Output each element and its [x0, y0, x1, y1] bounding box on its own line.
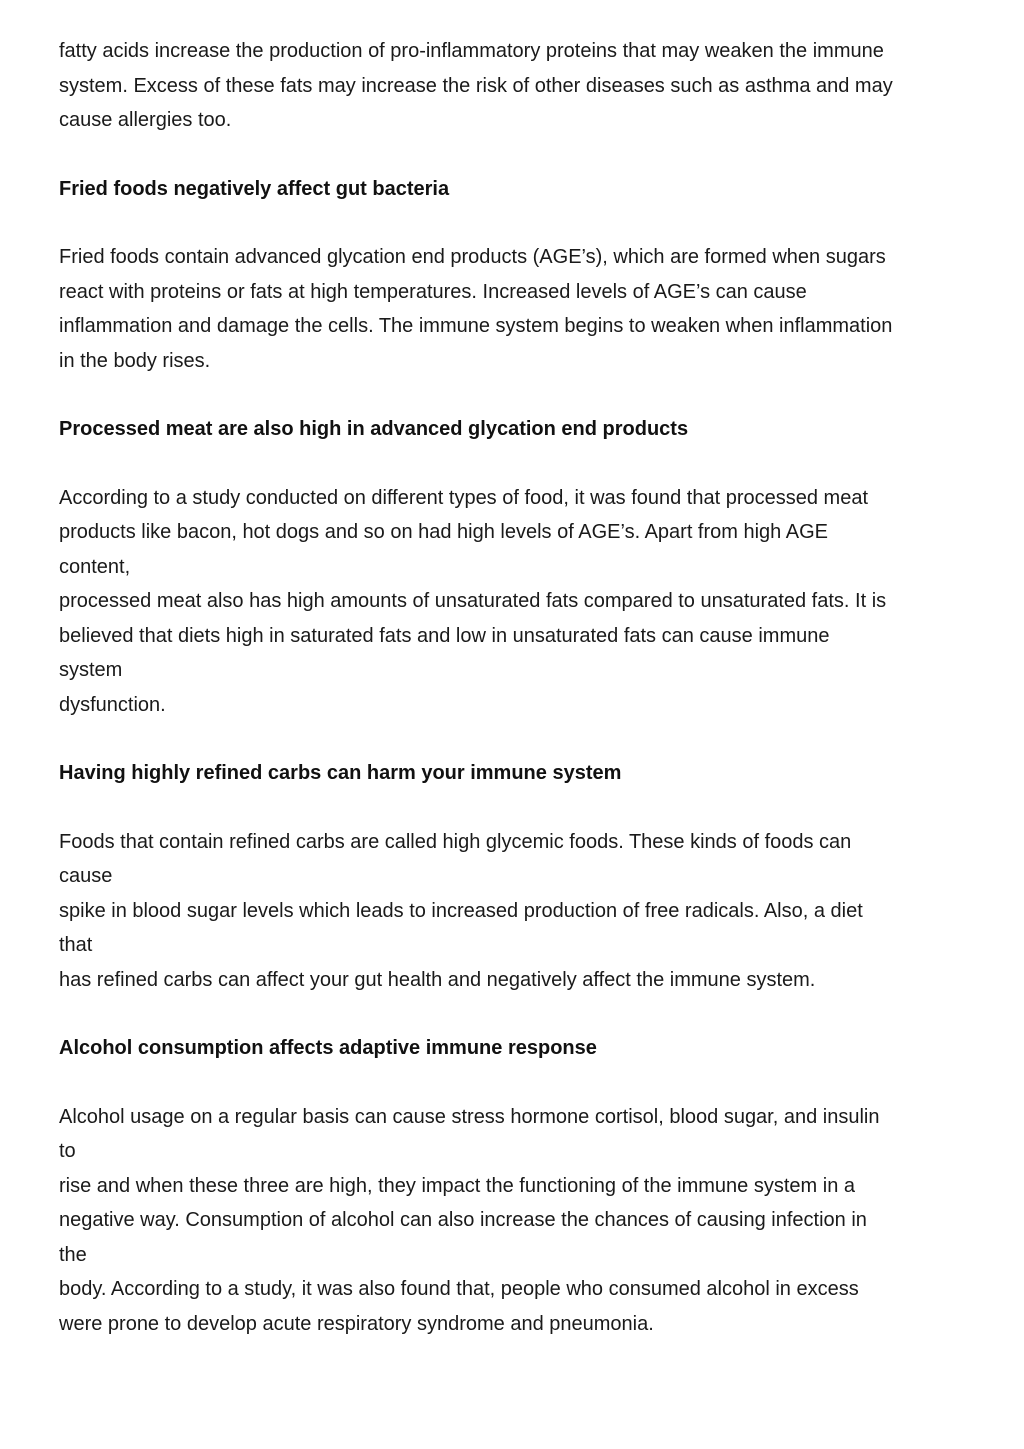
heading-alcohol: Alcohol consumption affects adaptive immune response: [59, 1037, 597, 1059]
paragraph-line: content,: [59, 555, 131, 578]
paragraph-line: cause: [59, 865, 113, 887]
paragraph-line: Fried foods contain advanced glycation end products (AGE’s), which are formed when sugars: [59, 246, 886, 268]
paragraph-line: were prone to develop acute respiratory syndrome and pneumonia.: [59, 1312, 654, 1335]
paragraph-line: react with proteins or fats at high temperatures. Increased levels of AGE’s can cause: [59, 280, 807, 303]
paragraph-fatty-acids: [59, 34, 979, 138]
paragraph-line: the: [59, 1243, 87, 1266]
paragraph-line: system: [59, 659, 123, 681]
paragraph-line: body. According to a study, it was also found that, people who consumed alcohol in excess: [59, 1278, 859, 1300]
heading-refined-carbs: Having highly refined carbs can harm your immune system: [59, 762, 622, 784]
paragraph-line: in the body rises.: [59, 349, 211, 372]
paragraph-line: processed meat also has high amounts of unsaturated fats compared to unsaturated fats. It is: [59, 590, 887, 612]
paragraph-line: Alcohol usage on a regular basis can cause stress hormone cortisol, blood sugar, and insulin: [59, 1105, 880, 1128]
paragraph-processed-meat: [59, 481, 979, 723]
paragraph-refined-carbs: [59, 825, 979, 998]
paragraph-line: system. Excess of these fats may increase the risk of other diseases such as asthma and may: [59, 74, 893, 97]
paragraph-alcohol: [59, 1100, 979, 1342]
paragraph-line: to: [59, 1140, 76, 1162]
paragraph-line: dysfunction.: [59, 693, 166, 716]
paragraph-line: rise and when these three are high, they impact the functioning of the immune system in a: [59, 1174, 855, 1197]
paragraph-line: negative way. Consumption of alcohol can also increase the chances of causing infection in: [59, 1209, 867, 1231]
paragraph-line: believed that diets high in saturated fats and low in unsaturated fats can cause immune: [59, 624, 830, 647]
paragraph-line: According to a study conducted on different types of food, it was found that processed meat: [59, 486, 869, 509]
document-page: [59, 0, 979, 1341]
paragraph-line: inflammation and damage the cells. The immune system begins to weaken when inflammation: [59, 315, 893, 337]
paragraph-line: cause allergies too.: [59, 109, 232, 131]
heading-processed-meat: Processed meat are also high in advanced glycation end products: [59, 418, 689, 440]
paragraph-line: that: [59, 934, 93, 956]
paragraph-line: Foods that contain refined carbs are called high glycemic foods. These kinds of foods can: [59, 830, 852, 853]
paragraph-line: has refined carbs can affect your gut health and negatively affect the immune system.: [59, 968, 816, 991]
paragraph-line: spike in blood sugar levels which leads to increased production of free radicals. Also, a diet: [59, 899, 863, 922]
paragraph-line: fatty acids increase the production of pro-inflammatory proteins that may weaken the immune: [59, 40, 884, 62]
paragraph-fried-foods: [59, 240, 979, 378]
paragraph-line: products like bacon, hot dogs and so on had high levels of AGE’s. Apart from high AGE: [59, 521, 828, 543]
heading-fried-foods: Fried foods negatively affect gut bacteria: [59, 177, 450, 200]
